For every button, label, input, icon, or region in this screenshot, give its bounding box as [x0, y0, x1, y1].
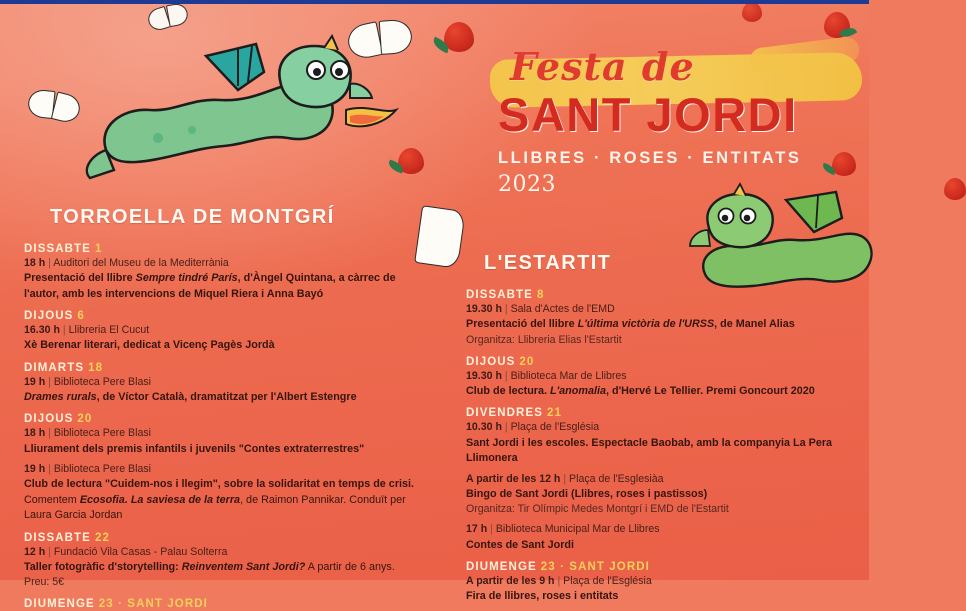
- open-book-icon: [146, 1, 190, 32]
- day-heading: DISSABTE 22: [24, 531, 110, 544]
- town-title-estartit: L'ESTARTIT: [484, 252, 612, 274]
- rose-icon: [944, 178, 966, 200]
- event-meta: A partir de les 9 h | Plaça de l'Església: [466, 575, 652, 588]
- program-column-torroella: [24, 206, 428, 611]
- rose-icon: [824, 12, 850, 38]
- event-title-cont: Laura Garcia Jordan: [24, 509, 123, 522]
- event-meta: A partir de les 12 h | Plaça de l'Esglesiàa: [466, 472, 664, 485]
- day-heading: DIUMENGE 23 · SANT JORDI: [24, 598, 208, 611]
- event-meta: 17 h | Biblioteca Municipal Mar de Llibres: [466, 523, 660, 536]
- event-title-cont: Comentem Ecosofia. La saviesa de la terra, de Raimon Pannikar. Conduït per: [24, 493, 406, 506]
- event-title: Lliurament dels premis infantils i juvenils "Contes extraterrestres": [24, 442, 365, 455]
- event-title: Presentació del llibre L'última victòria de l'URSS, de Manel Alias: [466, 318, 795, 331]
- event-meta: 12 h | Fundació Vila Casas - Palau Solterra: [24, 545, 228, 558]
- event-meta: 19.30 h | Sala d'Actes de l'EMD: [466, 303, 615, 315]
- event-meta: 18 h | Biblioteca Pere Blasi: [24, 427, 152, 440]
- event-organizer: Organitza: Llibreria Elias l'Estartit: [466, 333, 622, 346]
- day-heading: DIJOUS 20: [24, 413, 93, 426]
- day-heading: DIJOUS 20: [466, 355, 535, 368]
- event-title: Sant Jordi i les escoles. Espectacle Baobab, amb la companyia La Pera: [466, 436, 833, 449]
- page-title: SANT JORDI: [498, 88, 798, 141]
- program-column-estartit: [466, 252, 856, 607]
- event-title: Club de lectura "Cuidem-nos i llegim", sobre la solidaritat en temps de crisi.: [24, 478, 415, 491]
- event-organizer: Organitza: Tir Olímpic Medes Montgrí i EMD de l'Estartit: [466, 503, 729, 516]
- day-heading: DIVENDRES 21: [466, 407, 562, 420]
- event-price: Preu: 5€: [24, 576, 65, 589]
- town-title-torroella: TORROELLA DE MONTGRÍ: [50, 206, 335, 228]
- event-meta: 19 h | Biblioteca Pere Blasi: [24, 375, 152, 388]
- event-title: Contes de Sant Jordi: [466, 538, 574, 551]
- rose-icon: [398, 148, 424, 174]
- poster-year: 2023: [498, 171, 556, 197]
- day-heading: DIJOUS 6: [24, 310, 85, 323]
- event-title: Fira de llibres, roses i entitats: [466, 590, 619, 603]
- event-title: Taller fotogràfic d'storytelling: Reinventem Sant Jordi? A partir de 6 anys.: [24, 560, 395, 573]
- event-meta: 19 h | Biblioteca Pere Blasi: [24, 463, 152, 476]
- title-script: Festa de: [510, 44, 695, 89]
- event-meta: 16.30 h | Llibreria El Cucut: [24, 324, 150, 337]
- poster-title-block: [498, 44, 858, 197]
- event-title: Club de lectura. L'anomalia, d'Hervé Le Tellier. Premi Goncourt 2020: [466, 385, 815, 398]
- poster-subtitle: LLIBRES · ROSES · ENTITATS: [498, 148, 802, 167]
- open-book-icon: [26, 88, 82, 125]
- event-meta: 10.30 h | Plaça de l'Església: [466, 421, 600, 434]
- event-title-cont: l'autor, amb les intervencions de Miquel Riera i Anna Bayó: [24, 287, 324, 300]
- event-meta: 18 h | Auditori del Museu de la Mediterrània: [24, 257, 229, 269]
- day-heading: DIUMENGE 23 · SANT JORDI: [466, 561, 650, 574]
- browser-top-bar: [0, 0, 869, 4]
- day-heading: DISSABTE 8: [466, 289, 545, 301]
- event-meta: 19.30 h | Biblioteca Mar de Llibres: [466, 369, 627, 382]
- event-title: Xè Berenar literari, dedicat a Vicenç Pagès Jordà: [24, 339, 275, 352]
- event-title: Bingo de Sant Jordi (Llibres, roses i pastissos): [466, 487, 708, 500]
- event-title: Drames rurals, de Víctor Català, dramatitzat per l'Albert Estengre: [24, 390, 357, 403]
- event-title: Presentació del llibre Sempre tindré París, d'Àngel Quintana, a càrrec de: [24, 272, 396, 285]
- day-heading: DIMARTS 18: [24, 361, 104, 374]
- event-title-cont: Llimonera: [466, 452, 518, 465]
- rose-icon: [444, 22, 474, 52]
- dragon-illustration: [88, 38, 358, 178]
- day-heading: DISSABTE 1: [24, 243, 103, 255]
- rose-icon: [742, 2, 762, 22]
